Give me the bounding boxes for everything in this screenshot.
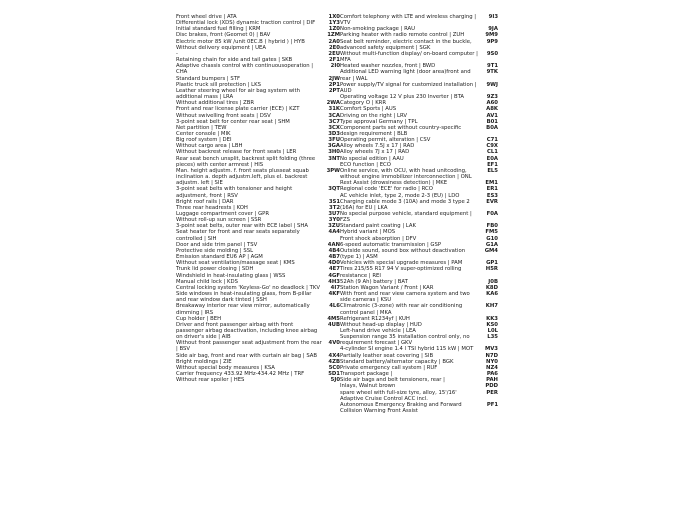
equipment-description: Operating permit, alteration | CSV [340,137,431,144]
equipment-code: 3QT [328,186,340,193]
equipment-code: KS0 [486,321,498,328]
equipment-code: 4AN [327,241,340,248]
equipment-code: J0B [488,278,498,285]
equipment-code: CL1 [487,149,498,156]
equipment-description: 4-cylinder SI engine 1.4 l TSI hybrid 115 kW | MOT [340,346,474,353]
equipment-code: 4H3 [328,278,340,285]
equipment-description: Without additional tires | ZBR [176,100,255,107]
equipment-description: Adaptive chassis control with continuousoperation | CHA [176,63,314,76]
equipment-description: Without seat ventilation/massage seat | KMS [176,260,295,267]
equipment-description: Center console | MIK [176,130,231,137]
equipment-code: 9JA [488,26,498,33]
equipment-code: EVR [486,198,498,205]
equipment-description: Man. height adjustm. f. front seats plusseat squab inclination a. depth adjustm.left, plus el. backrest adjustm. left | SIE [176,167,309,187]
equipment-description: Manual child lock | KDS [176,278,238,285]
equipment-description: - [176,50,178,57]
equipment-description: No special purpose vehicle, standard equipment | FZS [340,211,472,224]
equipment-entry [340,14,498,26]
equipment-description: Electric motor 85 kW /unit 0EC.B ( hybrid ) | HYB [176,38,305,45]
equipment-code: 1X0 [328,14,340,20]
equipment-description: With front and rear view camera system and two side cameras | KSU [340,291,470,304]
equipment-code: 4ZB [328,358,340,365]
equipment-description: Retaining chain for side and tail gates | SKB [176,57,293,64]
equipment-entry [340,39,498,51]
equipment-code: 5J0 [330,377,340,384]
equipment-description: Plastic truck sill protection | LKS [176,81,261,88]
equipment-code: ER1 [486,186,498,193]
equipment-code: 9M9 [485,32,498,39]
equipment-code: 9S0 [486,50,498,57]
equipment-description: spare wheel with full-size tyre, alloy, 15'/16' Adaptive Cruise Control ACC incl. [340,389,457,402]
equipment-code: GP1 [486,260,498,267]
equipment-entry [176,168,340,186]
equipment-description: Protective side molding | SSL [176,247,254,254]
equipment-code: NZ4 [486,364,498,371]
equipment-description: Refrigerant R1234yf | KUH [340,315,410,322]
equipment-code: 9T1 [487,63,498,70]
equipment-entry [340,199,498,211]
equipment-entry [340,69,498,81]
equipment-code: 1Z0 [328,26,340,33]
equipment-description: 6-speed automatic transmission | GSP [340,241,442,248]
equipment-description: Transport package | [340,371,393,378]
equipment-code: B01 [486,118,498,125]
equipment-description: Inlays, Walnut brown [340,383,396,390]
equipment-entry [340,248,498,260]
equipment-code: PAH [486,377,498,384]
equipment-description: Rest Assist (drowsiness detection) | MKE [340,180,448,187]
equipment-entry [176,63,340,75]
equipment-description: Front wheel drive | ATA [176,14,237,20]
equipment-code: C9X [486,143,498,150]
equipment-entry [340,168,498,180]
equipment-code: 2PT [328,87,340,94]
equipment-code: ES3 [486,192,498,199]
equipment-code: NY0 [486,358,498,365]
equipment-description: Without front passenger seat adjustment from the rear | BSV [176,340,322,353]
equipment-description: Standard battery/alternator capacity | BGK [340,358,454,365]
equipment-code: A60 [486,100,498,107]
equipment-code: 2I0 [330,63,340,70]
equipment-code: L0L [487,327,498,334]
equipment-code: KH7 [485,303,498,310]
equipment-code: 5C0 [328,364,340,371]
equipment-description: Hybrid variant | MOS [340,229,396,236]
equipment-code: MV3 [484,346,498,353]
equipment-code: 3ZU [328,223,340,230]
equipment-code: 4V0 [328,340,340,347]
equipment-entry [176,156,340,168]
equipment-entry [340,334,498,346]
equipment-code: 4L6 [329,303,340,310]
equipment-code: 9WJ [486,81,498,88]
equipment-description: Without delivery equipment | UEA [176,44,267,51]
equipment-entry [340,390,498,402]
equipment-code: 4X4 [328,352,340,359]
equipment-code: 2JW [328,75,340,82]
equipment-code: 3Y0 [328,217,340,224]
equipment-code: 4GF [328,272,340,279]
left-column [176,14,340,383]
equipment-code: 3H0 [328,149,340,156]
equipment-code: KK3 [486,315,498,322]
equipment-code: 9TK [486,69,498,76]
equipment-code: 4D0 [328,260,340,267]
equipment-code: 3U7 [328,211,340,217]
equipment-description: Driver and front passenger airbag with front passenger airbag deactivation, including knee airbag on driver's side | AIB [176,321,318,341]
equipment-code: FM5 [485,229,498,236]
equipment-description: Parking heater with radio remote control | ZUH [340,32,465,39]
equipment-code: 4UB [327,321,340,328]
equipment-entry [176,322,340,340]
equipment-description: Initial standard fuel filling | KRM [176,26,261,33]
equipment-code: GM4 [484,247,498,254]
equipment-description: Without cargo area | LBH [176,143,243,150]
equipment-description: Bright roof rails | DAR [176,198,234,205]
equipment-code: 4B4 [328,247,340,254]
equipment-code: H5R [485,266,498,273]
equipment-code: 3GA [327,143,340,150]
equipment-description: Carrier frequency 433.92 MHz-434.42 MHz | TRF [176,371,305,378]
equipment-description: Without roll-up sun screen | SSR [176,217,262,224]
equipment-entry [176,186,340,198]
equipment-entry [176,340,340,352]
equipment-code: G1A [485,241,498,248]
equipment-description: AC vehicle inlet, type 2, mode 2-3 (EU) | LDO [340,192,460,199]
equipment-code: F0A [486,211,498,217]
equipment-code: 3T2 [329,204,340,211]
equipment-code: KA6 [486,291,498,298]
equipment-code: 2A0 [328,38,340,45]
equipment-description: Door and side trim panel | TSV [176,241,258,248]
equipment-description: Three rear headrests | KOH [176,204,248,211]
equipment-description: Emission standard EU6 AP | AGM [176,254,263,261]
equipment-description: Front and rear license plate carrier (ECE) | KZT [176,106,300,113]
equipment-description: Disc brakes, front (Geomet 0) | BAV [176,32,271,39]
equipment-code: 2E0 [329,44,340,51]
equipment-code: 1Y3 [328,20,340,27]
equipment-description: Central locking system 'Keyless-Go' no deadlock | TKV [176,284,320,291]
equipment-description: 3-point seat belts, outer rear with ECE label | SHA [176,223,308,230]
equipment-code: 4I7 [330,284,340,291]
equipment-description: Without special body measures | KSA [176,364,275,371]
equipment-description: Standard bumpers | STF [176,75,241,82]
equipment-description: Without rear spoiler | HES [176,377,245,384]
equipment-code: 2WA [326,100,340,107]
equipment-entry [340,211,498,223]
equipment-code: 31K [328,106,340,113]
equipment-description: Type approval Germany | TPL [340,118,418,125]
equipment-description: 3-point seat belt for center rear seat | SHM [176,118,290,125]
equipment-description: No special edition | AAU [340,155,404,162]
equipment-description: Component parts set without country-specific design requirement | BLB [340,124,462,137]
equipment-code: PF1 [486,401,498,408]
equipment-description: Luggage compartment cover | GPR [176,211,270,217]
equipment-description: Side air bag, front and rear with curtain air bag | SAB [176,352,318,359]
equipment-code: 3S1 [328,198,340,205]
equipment-code: FB0 [486,223,498,230]
equipment-description: Station Wagon Variant / Front | KAR [340,284,434,291]
equipment-code: 2F1 [329,57,340,64]
equipment-description: Trunk lid power closing | SDH [176,266,254,273]
equipment-description: Differential lock (XDS) dynamic traction control | DIF [176,20,316,27]
equipment-description: Comfort telephony with LTE and wireless charging | VTV [340,14,477,27]
equipment-entry [340,266,498,278]
equipment-code: 9P9 [486,38,498,45]
equipment-code: 4KF [328,291,340,298]
equipment-description: Alloy wheels 7J x 17 | RAD [340,149,410,156]
equipment-code: 3FU [328,137,340,144]
equipment-description: Front shock absorption | DFV [340,235,417,242]
equipment-description: Left-hand drive vehicle | LEA [340,327,416,334]
equipment-code: 3C7 [328,118,340,125]
equipment-code: 3CX [328,124,340,131]
equipment-description: Autonomous Emergency Braking and Forward Collision Warning Front Assist [340,401,462,414]
equipment-entry [176,377,340,383]
equipment-code: AV1 [486,112,498,119]
equipment-description: Regional code 'ECE' for radio | RCO [340,186,433,193]
equipment-code: PER [486,389,498,396]
equipment-code: EM1 [485,180,498,187]
equipment-description: Without backrest release for front seats | LER [176,149,297,156]
equipment-code: 4B7 [328,254,340,261]
equipment-entry [340,402,498,414]
equipment-description: Heated washer nozzles, front | BWD [340,63,436,70]
equipment-description: Driving on the right | LRV [340,112,407,119]
equipment-description: Without multi-function display/ on-board computer | MFA [340,50,478,64]
equipment-code: 2EU [328,50,340,57]
equipment-description: Non-smoking package | RAU [340,26,416,33]
equipment-entry [340,125,498,137]
equipment-entry [340,51,498,63]
equipment-code: EF1 [487,161,498,168]
equipment-description: 52Ah (9 Ah) battery | BAT [340,278,408,285]
equipment-description: Operating voltage 12 V plus 230 Inverter | BTA [340,94,465,101]
equipment-description: Standard paint coating | LAK [340,223,416,230]
equipment-description: Suspension range 35 installation control only, no requirement forecast | GKV [340,334,470,347]
equipment-entry [340,82,498,94]
equipment-description: Alloy wheels 7.5J x 17 | RAD [340,143,415,150]
equipment-code: 1ZM [327,32,340,39]
equipment-description: Vehicles with special upgrade measures | PAM [340,260,463,267]
equipment-description: Big roof system | DEI [176,137,232,144]
equipment-description: Charging cable mode 3 (10A) and mode 3 type 2 (16A) for EU | LKA [340,198,470,211]
equipment-description: Seat heater for front and rear seats separately controlled | SIH [176,229,300,242]
equipment-description: Without swivelling front seats | DSV [176,112,271,119]
equipment-code: C71 [486,137,498,144]
equipment-code: E0A [486,155,498,162]
equipment-code: 3PW [326,167,340,174]
equipment-code: EL5 [487,167,498,174]
equipment-entry [176,303,340,315]
equipment-description: ECO function | ECO [340,161,391,168]
equipment-entry [176,291,340,303]
equipment-entry [176,88,340,100]
equipment-description: 3-point seat belts with tensioner and height adjustment, front | RSV [176,186,293,199]
equipment-code: N7D [485,352,498,359]
equipment-description: Net partition | TEW [176,124,227,131]
equipment-code: 4M5 [327,315,340,322]
right-column [340,14,498,414]
equipment-code: PDD [485,383,498,390]
equipment-code: K8D [485,284,498,291]
equipment-description: Windshield in heat-insulating glass | WSS [176,272,286,279]
equipment-code: 4E7 [329,266,340,273]
equipment-description: Power supply/TV signal for customized installation | AUD [340,81,477,94]
equipment-description: Outside sound, sound box without deactivation (type 1) | ASM [340,247,466,261]
equipment-description: Comfort Sports | AUS [340,106,397,113]
equipment-entry [176,229,340,241]
equipment-description: Cup holder | BEH [176,315,222,322]
equipment-description: Side windows in heat-insulating glass, from B-pillar and rear window dark tinted | SSH [176,291,312,304]
equipment-code: 2P1 [328,81,340,88]
equipment-description: Seat belt reminder, electric contact in the buckle, advanced safety equipment | SGK [340,38,472,51]
equipment-entry [340,291,498,303]
equipment-code: 3CA [328,112,340,119]
equipment-code: 3D3 [328,130,340,137]
equipment-description: Climatronic (3-zone) with rear air conditioning control panel | MKA [340,303,463,316]
equipment-code: 5D1 [328,371,340,378]
equipment-code: 9Z3 [486,94,498,101]
equipment-description: Tires 215/55 R17 94 V super-optimized rolling resistance | REI [340,266,462,279]
equipment-code: 9I3 [488,14,498,20]
equipment-code: 3NT [328,155,340,162]
equipment-description: Private emergency call system | RUF [340,364,438,371]
equipment-description: Side air bags and belt tensioners, rear | [340,377,445,384]
equipment-description: Without head-up display | HUD [340,321,422,328]
equipment-code: B0A [486,124,498,131]
equipment-description: Breakaway interior rear view mirror, automatically dimming | IRS [176,303,310,316]
equipment-description: Bright moldings | ZIE [176,358,232,365]
equipment-code: 4A4 [328,229,340,236]
equipment-entry [340,303,498,315]
equipment-description: Rear seat bench unsplit, backrest split folding (three pieces) with center armrest | HIS [176,155,316,168]
equipment-description: Additional LED warning light (door area)front and rear | WAL [340,69,471,82]
equipment-description: Leather steering wheel for air bag system with additional mass | LRA [176,87,300,101]
equipment-code: PA6 [486,371,498,378]
equipment-description: Online service, with OCU, with head unitcoding, without engine immobilizer interconnection | ONL [340,167,472,181]
equipment-description: Category O | KRR [340,100,387,107]
equipment-description: Partially leather seat covering | SIB [340,352,434,359]
equipment-code: G10 [486,235,498,242]
equipment-code: A8K [486,106,498,113]
equipment-code: L35 [487,334,498,341]
